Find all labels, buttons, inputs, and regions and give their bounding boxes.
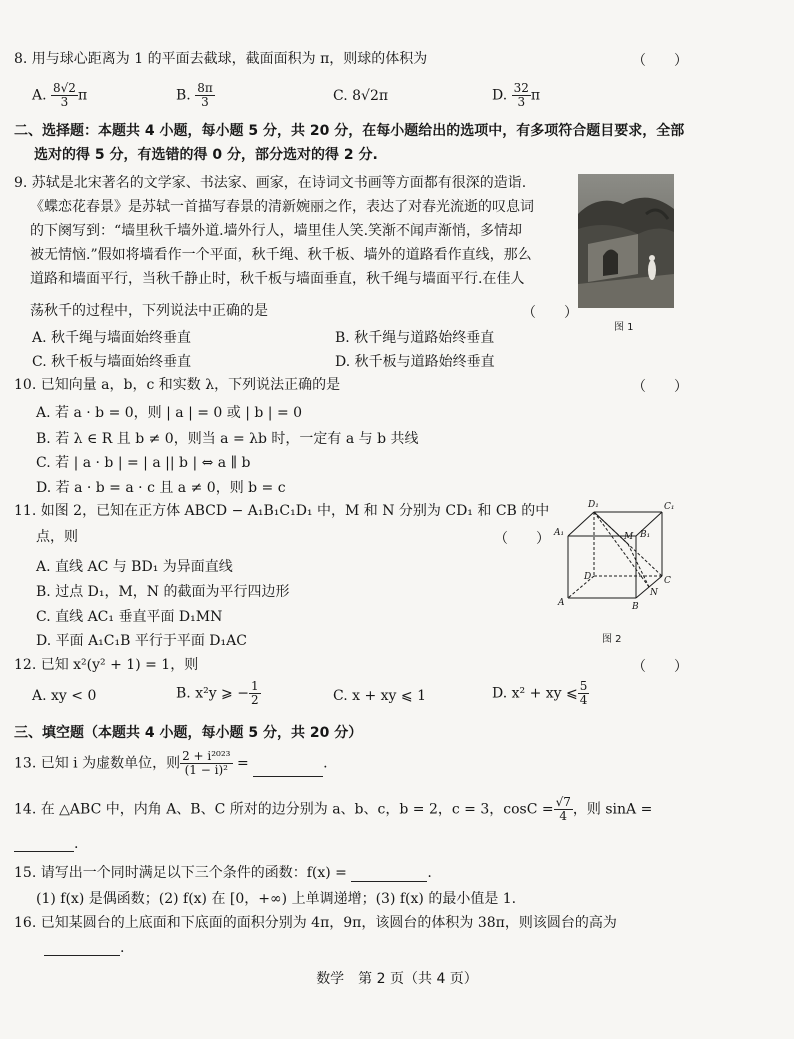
q9-option-b: B. 秋千绳与道路始终垂直 <box>335 330 495 346</box>
q10-stem: 10. 已知向量 a，b，c 和实数 λ，下列说法正确的是 <box>14 377 341 393</box>
q14: 14. 在 △ABC 中，内角 A、B、C 所对的边分别为 a、b、c，b = 2，c = 3，cosC = $\frac{√7}{4}$ ，则 sinA = <box>14 795 653 823</box>
q8-stem: 8. 用与球心距离为 1 的平面去截球，截面面积为 π，则球的体积为 <box>14 51 428 67</box>
q12-stem: 12. 已知 x²(y² + 1) = 1，则 <box>14 657 199 673</box>
q14-answer-line: . <box>14 836 78 852</box>
section-3-title: 三、填空题（本题共 4 小题，每小题 5 分，共 20 分） <box>14 725 363 741</box>
section-2-note: 选对的得 5 分，有选错的得 0 分，部分选对的得 2 分. <box>34 147 378 163</box>
figure-1-caption: 图 1 <box>614 322 634 333</box>
q9-option-a: A. 秋千绳与墙面始终垂直 <box>32 330 192 346</box>
q15-conditions: (1) f(x) 是偶函数；(2) f(x) 在 [0，+∞) 上单调递增；(3) f(x) 的最小值是 1. <box>36 891 517 907</box>
q14-answer-blank[interactable] <box>14 837 74 852</box>
q10-answer-paren: （ ） <box>632 379 688 395</box>
q13: 13. 已知 i 为虚数单位，则 $\frac{\text{2 + i²⁰²³}}{\text{(1 − i)²}}$ = . <box>14 749 328 777</box>
q12-option-a: A. xy < 0 <box>32 688 97 704</box>
q9-option-c: C. 秋千板与墙面始终垂直 <box>32 354 192 370</box>
q15: 15. 请写出一个同时满足以下三个条件的函数：f(x) = . <box>14 865 432 881</box>
label-n: N <box>650 588 658 598</box>
q9-line-4: 被无情恼.”假如将墙看作一个平面，秋千绳、秋千板、墙外的道路看作直线，那么 <box>30 247 532 263</box>
cube-figure <box>552 498 680 616</box>
q11-line-1: 11. 如图 2，已知在正方体 ABCD − A₁B₁C₁D₁ 中，M 和 N 分别为 CD₁ 和 CB 的中 <box>14 503 550 519</box>
q8-option-b: B. $\frac{8\pi}{3}$ <box>176 81 213 109</box>
page-footer: 数学 第 2 页（共 4 页） <box>316 971 478 987</box>
q9-line-6: 荡秋千的过程中，下列说法中正确的是 <box>30 303 268 319</box>
label-b: B <box>632 602 639 612</box>
label-c: C <box>664 576 671 586</box>
section-2-title: 二、选择题：本题共 4 小题，每小题 5 分，共 20 分，在每小题给出的选项中，有多项符合题目要求，全部 <box>14 123 685 139</box>
q8-option-c: C. 8√2π <box>333 88 389 104</box>
figure-2-caption: 图 2 <box>602 634 622 645</box>
label-d1: D₁ <box>588 500 599 510</box>
q11-answer-paren: （ ） <box>494 531 550 547</box>
q11-line-2: 点，则 <box>36 529 78 545</box>
swing-painting-figure <box>578 174 674 308</box>
label-a: A <box>558 598 565 608</box>
q12-option-b: B. x²y ⩾ − $\frac{1}{2}$ <box>176 679 259 707</box>
q10-option-d: D. 若 a · b = a · c 且 a ≠ 0，则 b = c <box>36 480 286 496</box>
q8-option-a: A. $\frac{8√2}{3}$ π <box>32 81 88 109</box>
q8-answer-paren: （ ） <box>632 53 688 69</box>
q13-answer-blank[interactable] <box>253 762 323 777</box>
q10-option-b: B. 若 λ ∈ R 且 b ≠ 0，则当 a = λb 时，一定有 a 与 b 共线 <box>36 431 419 447</box>
q9-line-1: 9. 苏轼是北宋著名的文学家、书法家、画家，在诗词文书画等方面都有很深的造诣. <box>14 175 527 191</box>
label-a1: A₁ <box>554 528 565 538</box>
q9-line-5: 道路和墙面平行，当秋千静止时，秋千板与墙面垂直，秋千绳与墙面平行.在佳人 <box>30 271 525 287</box>
q12-option-c: C. x + xy ⩽ 1 <box>333 688 426 704</box>
q12-option-d: D. x² + xy ⩽ $\frac{5}{4}$ <box>492 679 588 707</box>
q16-answer-blank[interactable] <box>44 941 120 956</box>
q10-option-c: C. 若 | a · b | = | a || b | ⇔ a ∥ b <box>36 455 251 471</box>
q9-option-d: D. 秋千板与道路始终垂直 <box>335 354 495 370</box>
q16-answer-line: . <box>44 940 124 956</box>
q9-line-2: 《蝶恋花春景》是苏轼一首描写春景的清新婉丽之作，表达了对春光流逝的叹息词 <box>30 199 534 215</box>
q15-answer-blank[interactable] <box>351 867 427 882</box>
q9-answer-paren: （ ） <box>522 305 578 321</box>
q12-answer-paren: （ ） <box>632 659 688 675</box>
q10-option-a: A. 若 a · b = 0，则 | a | = 0 或 | b | = 0 <box>36 405 303 421</box>
label-m: M <box>624 532 634 542</box>
label-c1: C₁ <box>664 502 675 512</box>
q11-option-a: A. 直线 AC 与 BD₁ 为异面直线 <box>36 559 233 575</box>
label-d: D <box>584 572 592 582</box>
q11-option-c: C. 直线 AC₁ 垂直平面 D₁MN <box>36 609 223 625</box>
q8-option-d: D. $\frac{32}{3}$ π <box>492 81 541 109</box>
q16-line-1: 16. 已知某圆台的上底面和下底面的面积分别为 4π，9π，该圆台的体积为 38π，则该圆台的高为 <box>14 915 617 931</box>
label-b1: B₁ <box>640 530 651 540</box>
q11-option-d: D. 平面 A₁C₁B 平行于平面 D₁AC <box>36 633 247 649</box>
q9-line-3: 的下阕写到：“墙里秋千墙外道.墙外行人，墙里佳人笑.笑渐不闻声渐悄，多情却 <box>30 223 523 239</box>
q11-option-b: B. 过点 D₁，M，N 的截面为平行四边形 <box>36 584 290 600</box>
